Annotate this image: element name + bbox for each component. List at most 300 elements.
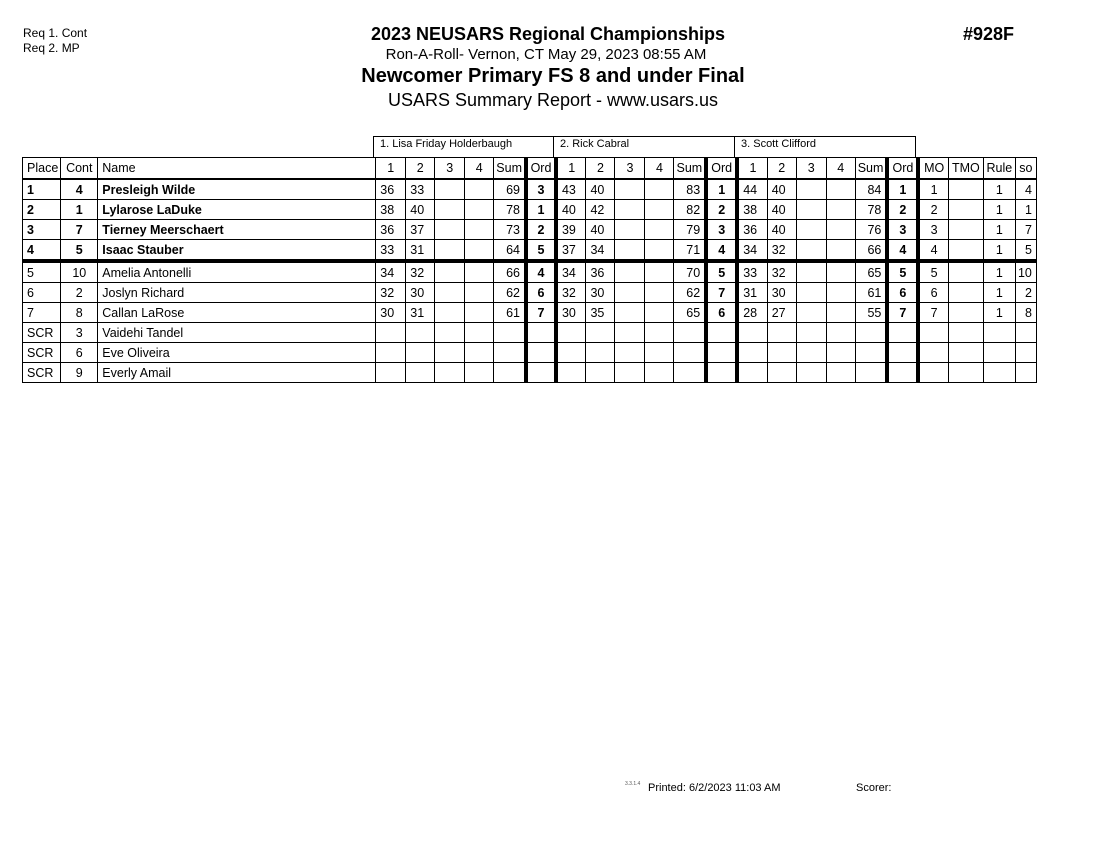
rule-cell: 1 bbox=[983, 303, 1015, 323]
j3-sum-cell bbox=[855, 363, 887, 383]
j1-score-1-cell bbox=[376, 343, 406, 363]
table-row bbox=[23, 343, 1037, 363]
j3-score-3-cell bbox=[796, 343, 826, 363]
name-cell: Amelia Antonelli bbox=[98, 261, 376, 283]
so-cell: 1 bbox=[1015, 200, 1036, 220]
j3-score-1-cell: 31 bbox=[737, 283, 767, 303]
table-row bbox=[23, 261, 1037, 283]
col-cont: Cont bbox=[61, 158, 98, 180]
mo-cell: 3 bbox=[918, 220, 948, 240]
j1-score-1-cell bbox=[376, 323, 406, 343]
col-j2-3: 3 bbox=[615, 158, 645, 180]
name-cell: Isaac Stauber bbox=[98, 240, 376, 262]
col-place: Place bbox=[23, 158, 61, 180]
rule-cell: 1 bbox=[983, 179, 1015, 200]
so-cell bbox=[1015, 343, 1036, 363]
j1-sum-cell: 78 bbox=[494, 200, 526, 220]
j1-score-1-cell bbox=[376, 363, 406, 383]
j2-score-4-cell bbox=[645, 200, 674, 220]
j1-ord-cell bbox=[526, 343, 556, 363]
col-j2-sum: Sum bbox=[674, 158, 706, 180]
j3-score-2-cell: 40 bbox=[767, 179, 796, 200]
col-j2-1: 1 bbox=[556, 158, 586, 180]
j2-score-3-cell bbox=[615, 343, 645, 363]
cont-cell: 1 bbox=[61, 200, 98, 220]
place-cell: 7 bbox=[23, 303, 61, 323]
j2-score-3-cell bbox=[615, 363, 645, 383]
j1-score-1-cell: 33 bbox=[376, 240, 406, 262]
j2-score-2-cell: 35 bbox=[586, 303, 615, 323]
so-cell: 2 bbox=[1015, 283, 1036, 303]
j1-score-3-cell bbox=[435, 220, 465, 240]
j3-sum-cell bbox=[855, 323, 887, 343]
j3-score-4-cell bbox=[826, 323, 855, 343]
j3-score-4-cell bbox=[826, 220, 855, 240]
so-cell: 5 bbox=[1015, 240, 1036, 262]
mo-cell: 5 bbox=[918, 261, 948, 283]
j1-score-3-cell bbox=[435, 283, 465, 303]
j2-ord-cell bbox=[706, 323, 737, 343]
j3-score-4-cell bbox=[826, 343, 855, 363]
j2-score-2-cell: 34 bbox=[586, 240, 615, 262]
tmo-cell bbox=[948, 323, 983, 343]
rule-cell: 1 bbox=[983, 200, 1015, 220]
j1-score-3-cell bbox=[435, 363, 465, 383]
j1-score-4-cell bbox=[465, 220, 494, 240]
col-j2-ord: Ord bbox=[706, 158, 737, 180]
j1-score-3-cell bbox=[435, 343, 465, 363]
j3-score-3-cell bbox=[796, 220, 826, 240]
j2-score-3-cell bbox=[615, 240, 645, 262]
j2-score-4-cell bbox=[645, 220, 674, 240]
j3-score-1-cell bbox=[737, 363, 767, 383]
j1-score-2-cell: 33 bbox=[406, 179, 435, 200]
j1-ord-cell: 2 bbox=[526, 220, 556, 240]
tmo-cell bbox=[948, 200, 983, 220]
place-cell: 1 bbox=[23, 179, 61, 200]
so-cell: 7 bbox=[1015, 220, 1036, 240]
j1-score-1-cell: 30 bbox=[376, 303, 406, 323]
cont-cell: 3 bbox=[61, 323, 98, 343]
event-title: 2023 NEUSARS Regional Championships bbox=[370, 24, 726, 44]
j3-score-4-cell bbox=[826, 303, 855, 323]
table-row bbox=[23, 363, 1037, 383]
j3-sum-cell: 66 bbox=[855, 240, 887, 262]
j2-score-4-cell bbox=[645, 323, 674, 343]
judge-1-header: 1. Lisa Friday Holderbaugh bbox=[373, 136, 554, 157]
rule-cell bbox=[983, 323, 1015, 343]
j1-score-4-cell bbox=[465, 240, 494, 262]
rule-cell: 1 bbox=[983, 261, 1015, 283]
place-cell: 3 bbox=[23, 220, 61, 240]
j2-sum-cell bbox=[674, 363, 706, 383]
j2-score-1-cell: 40 bbox=[556, 200, 586, 220]
j3-ord-cell: 7 bbox=[887, 303, 918, 323]
j3-score-2-cell: 32 bbox=[767, 240, 796, 262]
place-cell: SCR bbox=[23, 343, 61, 363]
j2-sum-cell bbox=[674, 343, 706, 363]
tmo-cell bbox=[948, 220, 983, 240]
rule-cell bbox=[983, 363, 1015, 383]
cont-cell: 6 bbox=[61, 343, 98, 363]
j3-score-3-cell bbox=[796, 240, 826, 262]
col-mo: MO bbox=[918, 158, 948, 180]
j3-ord-cell bbox=[887, 343, 918, 363]
j3-score-2-cell: 27 bbox=[767, 303, 796, 323]
j3-score-2-cell bbox=[767, 323, 796, 343]
j3-score-2-cell: 32 bbox=[767, 261, 796, 283]
rule-cell: 1 bbox=[983, 283, 1015, 303]
so-cell: 10 bbox=[1015, 261, 1036, 283]
j3-ord-cell: 3 bbox=[887, 220, 918, 240]
mo-cell bbox=[918, 323, 948, 343]
tmo-cell bbox=[948, 283, 983, 303]
j1-ord-cell bbox=[526, 363, 556, 383]
j1-score-4-cell bbox=[465, 261, 494, 283]
j2-score-4-cell bbox=[645, 363, 674, 383]
cont-cell: 8 bbox=[61, 303, 98, 323]
j2-score-3-cell bbox=[615, 220, 645, 240]
place-cell: 5 bbox=[23, 261, 61, 283]
col-j3-ord: Ord bbox=[887, 158, 918, 180]
name-cell: Presleigh Wilde bbox=[98, 179, 376, 200]
j1-sum-cell bbox=[494, 323, 526, 343]
tmo-cell bbox=[948, 179, 983, 200]
requirement-2: Req 2. MP bbox=[23, 41, 80, 55]
j1-sum-cell bbox=[494, 363, 526, 383]
place-cell: 6 bbox=[23, 283, 61, 303]
j2-score-3-cell bbox=[615, 200, 645, 220]
j3-score-3-cell bbox=[796, 261, 826, 283]
table-row bbox=[23, 303, 1037, 323]
j2-score-3-cell bbox=[615, 179, 645, 200]
name-cell: Joslyn Richard bbox=[98, 283, 376, 303]
tmo-cell bbox=[948, 240, 983, 262]
j3-score-2-cell: 30 bbox=[767, 283, 796, 303]
j3-score-2-cell bbox=[767, 363, 796, 383]
j3-ord-cell bbox=[887, 323, 918, 343]
j2-score-2-cell: 30 bbox=[586, 283, 615, 303]
j1-score-2-cell: 37 bbox=[406, 220, 435, 240]
name-cell: Tierney Meerschaert bbox=[98, 220, 376, 240]
j1-score-1-cell: 36 bbox=[376, 220, 406, 240]
j1-score-3-cell bbox=[435, 323, 465, 343]
j3-ord-cell: 2 bbox=[887, 200, 918, 220]
mo-cell: 7 bbox=[918, 303, 948, 323]
j1-sum-cell: 62 bbox=[494, 283, 526, 303]
j1-sum-cell: 64 bbox=[494, 240, 526, 262]
j1-score-1-cell: 38 bbox=[376, 200, 406, 220]
j3-score-4-cell bbox=[826, 363, 855, 383]
name-cell: Callan LaRose bbox=[98, 303, 376, 323]
cont-cell: 2 bbox=[61, 283, 98, 303]
j2-score-3-cell bbox=[615, 283, 645, 303]
rule-cell: 1 bbox=[983, 240, 1015, 262]
j1-score-2-cell: 32 bbox=[406, 261, 435, 283]
j3-score-1-cell: 33 bbox=[737, 261, 767, 283]
j1-ord-cell: 4 bbox=[526, 261, 556, 283]
j2-ord-cell: 6 bbox=[706, 303, 737, 323]
j1-ord-cell: 5 bbox=[526, 240, 556, 262]
col-j1-sum: Sum bbox=[494, 158, 526, 180]
tmo-cell bbox=[948, 343, 983, 363]
j2-score-2-cell: 36 bbox=[586, 261, 615, 283]
col-j3-sum: Sum bbox=[855, 158, 887, 180]
j3-ord-cell: 1 bbox=[887, 179, 918, 200]
j1-score-3-cell bbox=[435, 261, 465, 283]
tmo-cell bbox=[948, 303, 983, 323]
col-j3-3: 3 bbox=[796, 158, 826, 180]
rule-cell: 1 bbox=[983, 220, 1015, 240]
j1-score-4-cell bbox=[465, 200, 494, 220]
j2-score-3-cell bbox=[615, 261, 645, 283]
j3-sum-cell: 84 bbox=[855, 179, 887, 200]
name-cell: Eve Oliveira bbox=[98, 343, 376, 363]
j3-score-1-cell: 28 bbox=[737, 303, 767, 323]
j3-ord-cell: 5 bbox=[887, 261, 918, 283]
cont-cell: 7 bbox=[61, 220, 98, 240]
j2-score-4-cell bbox=[645, 179, 674, 200]
tmo-cell bbox=[948, 261, 983, 283]
j2-ord-cell: 2 bbox=[706, 200, 737, 220]
table-row bbox=[23, 240, 1037, 262]
col-j2-2: 2 bbox=[586, 158, 615, 180]
j1-sum-cell: 61 bbox=[494, 303, 526, 323]
j2-score-4-cell bbox=[645, 261, 674, 283]
j3-ord-cell: 6 bbox=[887, 283, 918, 303]
j2-ord-cell: 1 bbox=[706, 179, 737, 200]
col-j3-1: 1 bbox=[737, 158, 767, 180]
j1-score-2-cell: 31 bbox=[406, 240, 435, 262]
j1-ord-cell: 1 bbox=[526, 200, 556, 220]
j1-score-3-cell bbox=[435, 303, 465, 323]
j2-ord-cell: 7 bbox=[706, 283, 737, 303]
category-title: Newcomer Primary FS 8 and under Final bbox=[361, 65, 745, 87]
table-header-row bbox=[23, 158, 1037, 180]
j2-sum-cell: 70 bbox=[674, 261, 706, 283]
j3-score-4-cell bbox=[826, 200, 855, 220]
j2-score-1-cell: 43 bbox=[556, 179, 586, 200]
results-table bbox=[22, 157, 1037, 383]
j3-score-2-cell: 40 bbox=[767, 200, 796, 220]
j2-sum-cell: 83 bbox=[674, 179, 706, 200]
j1-ord-cell: 3 bbox=[526, 179, 556, 200]
j1-score-4-cell bbox=[465, 303, 494, 323]
j1-sum-cell: 69 bbox=[494, 179, 526, 200]
j1-sum-cell bbox=[494, 343, 526, 363]
j2-sum-cell: 82 bbox=[674, 200, 706, 220]
j3-score-2-cell: 40 bbox=[767, 220, 796, 240]
so-cell: 8 bbox=[1015, 303, 1036, 323]
j1-sum-cell: 66 bbox=[494, 261, 526, 283]
scorer-label: Scorer: bbox=[856, 782, 892, 794]
j3-score-1-cell: 38 bbox=[737, 200, 767, 220]
judge-3-header: 3. Scott Clifford bbox=[734, 136, 916, 157]
col-tmo: TMO bbox=[948, 158, 983, 180]
mo-cell: 6 bbox=[918, 283, 948, 303]
place-cell: 2 bbox=[23, 200, 61, 220]
so-cell bbox=[1015, 363, 1036, 383]
j3-sum-cell: 61 bbox=[855, 283, 887, 303]
col-j1-2: 2 bbox=[406, 158, 435, 180]
j3-score-3-cell bbox=[796, 283, 826, 303]
j3-sum-cell bbox=[855, 343, 887, 363]
j3-ord-cell: 4 bbox=[887, 240, 918, 262]
j1-score-4-cell bbox=[465, 283, 494, 303]
j2-score-1-cell: 39 bbox=[556, 220, 586, 240]
j3-score-1-cell bbox=[737, 343, 767, 363]
judge-2-header: 2. Rick Cabral bbox=[553, 136, 735, 157]
j1-ord-cell: 7 bbox=[526, 303, 556, 323]
j1-score-2-cell: 30 bbox=[406, 283, 435, 303]
version-label: 3.3.1.4 bbox=[625, 781, 641, 787]
j2-score-2-cell bbox=[586, 363, 615, 383]
j1-score-2-cell bbox=[406, 343, 435, 363]
j3-score-1-cell: 34 bbox=[737, 240, 767, 262]
j1-score-4-cell bbox=[465, 343, 494, 363]
j1-ord-cell: 6 bbox=[526, 283, 556, 303]
j1-score-2-cell: 31 bbox=[406, 303, 435, 323]
col-j1-ord: Ord bbox=[526, 158, 556, 180]
table-row bbox=[23, 179, 1037, 200]
mo-cell: 4 bbox=[918, 240, 948, 262]
j2-ord-cell bbox=[706, 343, 737, 363]
col-j1-3: 3 bbox=[435, 158, 465, 180]
j3-sum-cell: 78 bbox=[855, 200, 887, 220]
j2-sum-cell: 79 bbox=[674, 220, 706, 240]
j1-score-1-cell: 32 bbox=[376, 283, 406, 303]
j2-score-2-cell bbox=[586, 343, 615, 363]
j2-score-2-cell: 40 bbox=[586, 220, 615, 240]
j2-ord-cell: 5 bbox=[706, 261, 737, 283]
report-title: USARS Summary Report - www.usars.us bbox=[387, 90, 719, 110]
j3-score-1-cell: 36 bbox=[737, 220, 767, 240]
col-rule: Rule bbox=[983, 158, 1015, 180]
j3-score-3-cell bbox=[796, 303, 826, 323]
j2-score-4-cell bbox=[645, 303, 674, 323]
j2-ord-cell: 4 bbox=[706, 240, 737, 262]
j2-sum-cell: 65 bbox=[674, 303, 706, 323]
j3-score-3-cell bbox=[796, 363, 826, 383]
j1-sum-cell: 73 bbox=[494, 220, 526, 240]
j2-score-4-cell bbox=[645, 283, 674, 303]
rule-cell bbox=[983, 343, 1015, 363]
col-j1-1: 1 bbox=[376, 158, 406, 180]
mo-cell bbox=[918, 343, 948, 363]
j2-ord-cell: 3 bbox=[706, 220, 737, 240]
table-row bbox=[23, 323, 1037, 343]
j1-score-2-cell: 40 bbox=[406, 200, 435, 220]
place-cell: SCR bbox=[23, 323, 61, 343]
j2-sum-cell: 71 bbox=[674, 240, 706, 262]
j3-score-1-cell bbox=[737, 323, 767, 343]
col-so: so bbox=[1015, 158, 1036, 180]
j2-score-1-cell bbox=[556, 363, 586, 383]
j2-score-4-cell bbox=[645, 240, 674, 262]
cont-cell: 10 bbox=[61, 261, 98, 283]
cont-cell: 4 bbox=[61, 179, 98, 200]
mo-cell bbox=[918, 363, 948, 383]
so-cell: 4 bbox=[1015, 179, 1036, 200]
table-row bbox=[23, 200, 1037, 220]
col-j3-2: 2 bbox=[767, 158, 796, 180]
requirement-1: Req 1. Cont bbox=[23, 26, 88, 40]
so-cell bbox=[1015, 323, 1036, 343]
event-code: #928F bbox=[963, 24, 1015, 44]
j2-score-1-cell: 37 bbox=[556, 240, 586, 262]
j2-score-1-cell: 34 bbox=[556, 261, 586, 283]
j2-score-3-cell bbox=[615, 323, 645, 343]
j1-ord-cell bbox=[526, 323, 556, 343]
name-cell: Vaidehi Tandel bbox=[98, 323, 376, 343]
j2-sum-cell bbox=[674, 323, 706, 343]
tmo-cell bbox=[948, 363, 983, 383]
j2-score-1-cell: 30 bbox=[556, 303, 586, 323]
place-cell: 4 bbox=[23, 240, 61, 262]
cont-cell: 9 bbox=[61, 363, 98, 383]
j2-score-2-cell: 40 bbox=[586, 179, 615, 200]
j2-sum-cell: 62 bbox=[674, 283, 706, 303]
table-row bbox=[23, 220, 1037, 240]
j1-score-1-cell: 34 bbox=[376, 261, 406, 283]
place-cell: SCR bbox=[23, 363, 61, 383]
venue-datetime: Ron-A-Roll- Vernon, CT May 29, 2023 08:55 AM bbox=[385, 46, 707, 63]
j1-score-4-cell bbox=[465, 179, 494, 200]
col-name: Name bbox=[98, 158, 376, 180]
j1-score-3-cell bbox=[435, 179, 465, 200]
j1-score-4-cell bbox=[465, 363, 494, 383]
col-j2-4: 4 bbox=[645, 158, 674, 180]
j1-score-3-cell bbox=[435, 240, 465, 262]
j2-score-1-cell bbox=[556, 323, 586, 343]
j2-score-2-cell: 42 bbox=[586, 200, 615, 220]
j3-sum-cell: 55 bbox=[855, 303, 887, 323]
j3-score-3-cell bbox=[796, 323, 826, 343]
col-j3-4: 4 bbox=[826, 158, 855, 180]
name-cell: Everly Amail bbox=[98, 363, 376, 383]
j3-ord-cell bbox=[887, 363, 918, 383]
j3-score-3-cell bbox=[796, 200, 826, 220]
j2-score-3-cell bbox=[615, 303, 645, 323]
j3-score-3-cell bbox=[796, 179, 826, 200]
j1-score-2-cell bbox=[406, 323, 435, 343]
j3-score-4-cell bbox=[826, 179, 855, 200]
j2-score-2-cell bbox=[586, 323, 615, 343]
j2-score-1-cell: 32 bbox=[556, 283, 586, 303]
mo-cell: 2 bbox=[918, 200, 948, 220]
j3-sum-cell: 65 bbox=[855, 261, 887, 283]
j3-score-4-cell bbox=[826, 261, 855, 283]
j3-score-4-cell bbox=[826, 283, 855, 303]
j2-ord-cell bbox=[706, 363, 737, 383]
j1-score-2-cell bbox=[406, 363, 435, 383]
j1-score-3-cell bbox=[435, 200, 465, 220]
j3-score-4-cell bbox=[826, 240, 855, 262]
j2-score-1-cell bbox=[556, 343, 586, 363]
j1-score-4-cell bbox=[465, 323, 494, 343]
printed-timestamp: Printed: 6/2/2023 11:03 AM bbox=[648, 782, 781, 794]
j1-score-1-cell: 36 bbox=[376, 179, 406, 200]
col-j1-4: 4 bbox=[465, 158, 494, 180]
j3-sum-cell: 76 bbox=[855, 220, 887, 240]
j2-score-4-cell bbox=[645, 343, 674, 363]
mo-cell: 1 bbox=[918, 179, 948, 200]
table-row bbox=[23, 283, 1037, 303]
j3-score-2-cell bbox=[767, 343, 796, 363]
name-cell: Lylarose LaDuke bbox=[98, 200, 376, 220]
j3-score-1-cell: 44 bbox=[737, 179, 767, 200]
cont-cell: 5 bbox=[61, 240, 98, 262]
